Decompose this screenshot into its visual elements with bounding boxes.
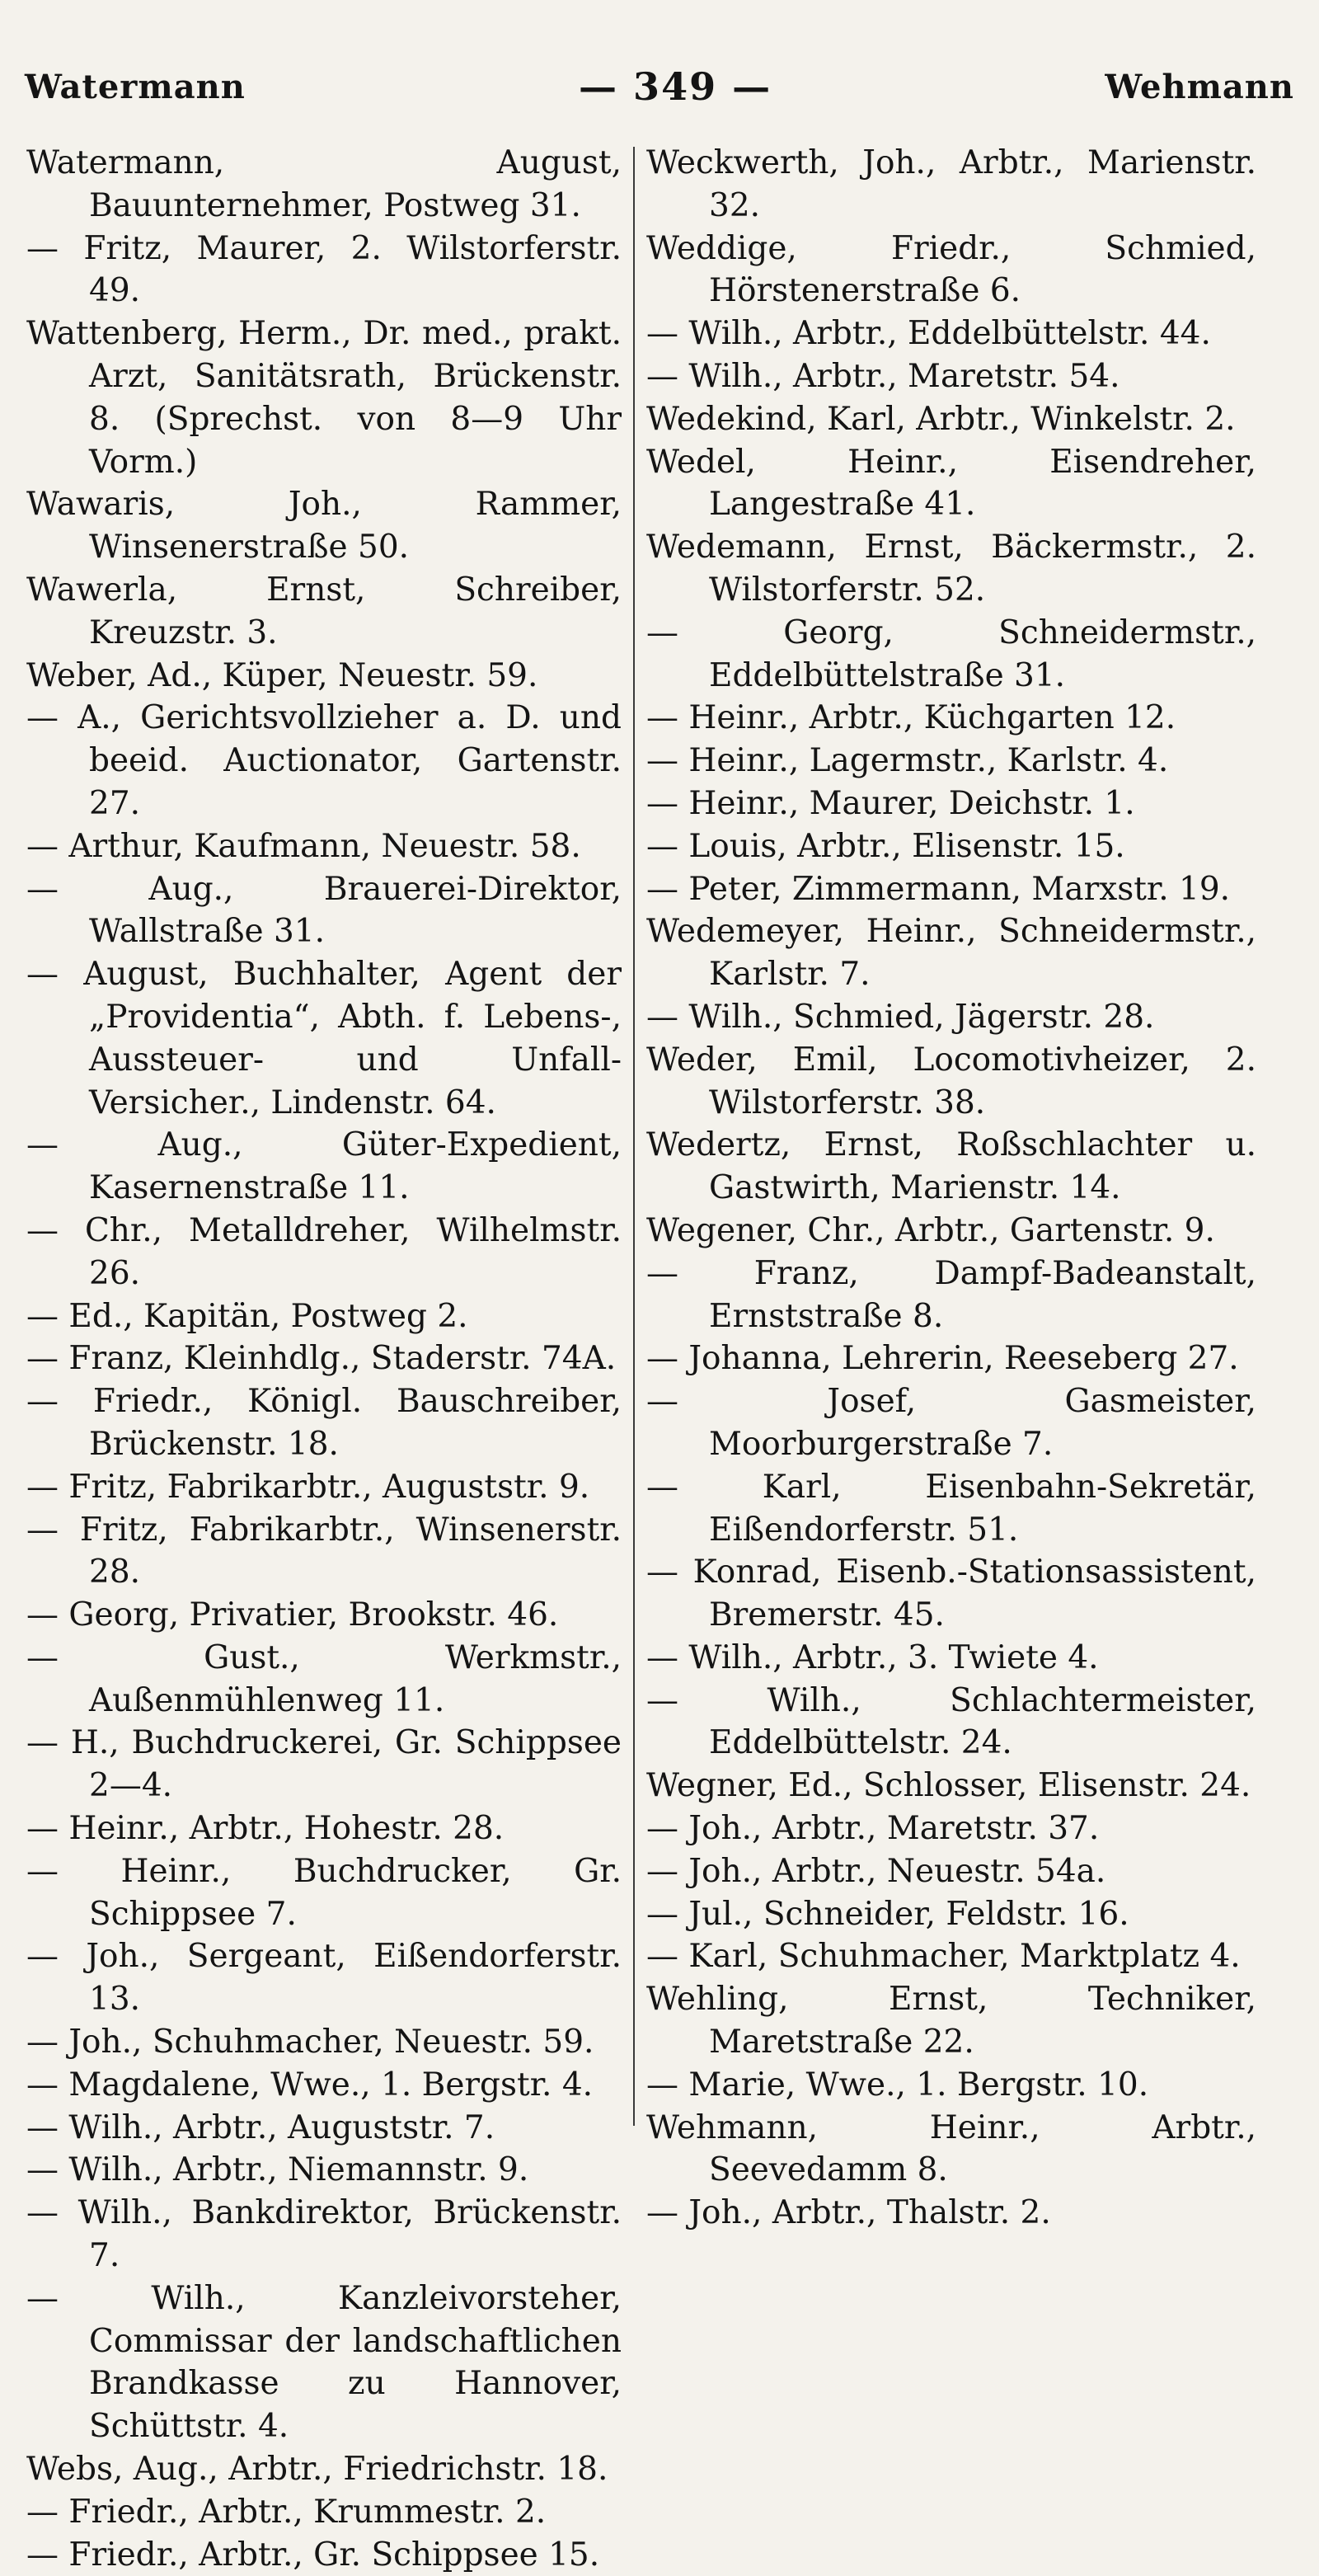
directory-entry: — August, Buchhalter, Agent der „Providentia“, Abth. f. Lebens-, Aussteuer- und Unfall-Versicher., Lindenstr. 64.	[26, 956, 622, 1121]
directory-entry: — Heinr., Buchdrucker, Gr. Schippsee 7.	[26, 1852, 622, 1933]
directory-entry: Wedel, Heinr., Eisendreher, Langestraße 41.	[646, 443, 1256, 524]
directory-entry: — Georg, Schneidermstr., Eddelbüttelstraße 31.	[646, 613, 1256, 694]
left-column	[26, 142, 622, 2576]
directory-entry: — Wilh., Arbtr., Auguststr. 7.	[26, 2108, 495, 2146]
directory-entry: — H., Buchdruckerei, Gr. Schippsee 2—4.	[26, 1724, 622, 1805]
directory-entry: — Joh., Arbtr., Maretstr. 37.	[646, 1810, 1100, 1848]
directory-entry: — Wilh., Arbtr., Eddelbüttelstr. 44.	[646, 315, 1211, 353]
directory-entry: — Fritz, Maurer, 2. Wilstorferstr. 49.	[26, 229, 622, 310]
directory-entry: — Karl, Schuhmacher, Marktplatz 4.	[646, 1938, 1241, 1976]
directory-entry: — Wilh., Arbtr., Maretstr. 54.	[646, 357, 1120, 395]
directory-entry: — Joh., Schuhmacher, Neuestr. 59.	[26, 2024, 594, 2061]
directory-entry: — Friedr., Arbtr., Gr. Schippsee 15.	[26, 2536, 600, 2574]
directory-entry: Webs, Aug., Arbtr., Friedrichstr. 18.	[26, 2451, 608, 2489]
page-number: — 349 —	[579, 64, 772, 109]
directory-entry: Wedertz, Ernst, Roßschlachter u. Gastwirth, Marienstr. 14.	[646, 1126, 1256, 1207]
directory-entry: — Franz, Dampf-Badeanstalt, Ernststraße 8.	[646, 1254, 1256, 1335]
directory-entry: — Louis, Arbtr., Elisenstr. 15.	[646, 827, 1125, 865]
directory-entry: Weddige, Friedr., Schmied, Hörstenerstraße 6.	[646, 229, 1256, 310]
directory-entry: — Wilh., Bankdirektor, Brückenstr. 7.	[26, 2194, 622, 2275]
directory-entry: — Heinr., Lagermstr., Karlstr. 4.	[646, 742, 1169, 780]
directory-entry: — Josef, Gasmeister, Moorburgerstraße 7.	[646, 1383, 1256, 1463]
column-divider	[633, 147, 635, 2126]
directory-entry: — Aug., Brauerei-Direktor, Wallstraße 31.	[26, 870, 622, 951]
directory-entry: Wawaris, Joh., Rammer, Winsenerstraße 50.	[26, 486, 622, 566]
directory-entry: Weder, Emil, Locomotivheizer, 2. Wilstorferstr. 38.	[646, 1041, 1256, 1121]
directory-entry: — Marie, Wwe., 1. Bergstr. 10.	[646, 2066, 1149, 2104]
directory-entry: — Friedr., Königl. Bauschreiber, Brückenstr. 18.	[26, 1383, 622, 1463]
directory-entry: — Heinr., Arbtr., Hohestr. 28.	[26, 1810, 505, 1848]
directory-entry: Wedekind, Karl, Arbtr., Winkelstr. 2.	[646, 400, 1236, 438]
directory-entry: Wedemann, Ernst, Bäckermstr., 2. Wilstorferstr. 52.	[646, 529, 1256, 609]
directory-entry: — Chr., Metalldreher, Wilhelmstr. 26.	[26, 1211, 622, 1292]
directory-entry: Watermann, August, Bauunternehmer, Postweg 31.	[26, 144, 622, 224]
right-running-head: Wehmann	[1105, 67, 1294, 106]
left-running-head: Watermann	[25, 67, 246, 106]
directory-entry: — Magdalene, Wwe., 1. Bergstr. 4.	[26, 2066, 594, 2104]
directory-entry: Wehling, Ernst, Techniker, Maretstraße 22.	[646, 1981, 1256, 2061]
directory-entry: — Friedr., Arbtr., Krummestr. 2.	[26, 2493, 547, 2531]
directory-entry: — Heinr., Maurer, Deichstr. 1.	[646, 784, 1135, 822]
directory-entry: — Joh., Arbtr., Thalstr. 2.	[646, 2194, 1051, 2232]
directory-entry: Wegener, Chr., Arbtr., Gartenstr. 9.	[646, 1211, 1215, 1249]
directory-entry: — Peter, Zimmermann, Marxstr. 19.	[646, 870, 1231, 908]
directory-entry: — Wilh., Arbtr., Niemannstr. 9.	[26, 2151, 529, 2189]
directory-entry: — Arthur, Kaufmann, Neuestr. 58.	[26, 827, 581, 865]
directory-entry: — Ed., Kapitän, Postweg 2.	[26, 1297, 468, 1335]
directory-entry: Wegner, Ed., Schlosser, Elisenstr. 24.	[646, 1767, 1251, 1805]
directory-entry: — Wilh., Schmied, Jägerstr. 28.	[646, 998, 1155, 1036]
directory-entry: — Jul., Schneider, Feldstr. 16.	[646, 1895, 1129, 1933]
directory-entry: Wehmann, Heinr., Arbtr., Seevedamm 8.	[646, 2108, 1256, 2189]
directory-entry: Wattenberg, Herm., Dr. med., prakt. Arzt, Sanitätsrath, Brückenstr. 8. (Sprechst. von 8—9 Uhr Vorm.)	[26, 315, 622, 481]
directory-entry: — Franz, Kleinhdlg., Staderstr. 74A.	[26, 1340, 617, 1378]
directory-entry: Weckwerth, Joh., Arbtr., Marienstr. 32.	[646, 144, 1256, 224]
directory-entry: Wawerla, Ernst, Schreiber, Kreuzstr. 3.	[26, 571, 622, 651]
directory-entry: — Karl, Eisenbahn-Sekretär, Eißendorferstr. 51.	[646, 1468, 1256, 1549]
directory-entry: — Heinr., Arbtr., Küchgarten 12.	[646, 699, 1176, 737]
directory-entry: — Wilh., Kanzleivorsteher, Commissar der landschaftlichen Brandkasse zu Hannover, Schüttstr. 4.	[26, 2279, 622, 2446]
directory-entry: — Georg, Privatier, Brookstr. 46.	[26, 1596, 559, 1634]
directory-entry: — Joh., Sergeant, Eißendorferstr. 13.	[26, 1938, 622, 2019]
right-column	[646, 142, 1256, 2235]
directory-entry: — Aug., Güter-Expedient, Kasernenstraße 11.	[26, 1126, 622, 1207]
directory-entry: — Wilh., Arbtr., 3. Twiete 4.	[646, 1638, 1099, 1676]
page-header	[25, 58, 1294, 115]
directory-entry: — Joh., Arbtr., Neuestr. 54a.	[646, 1852, 1106, 1890]
directory-entry: — Gust., Werkmstr., Außenmühlenweg 11.	[26, 1638, 622, 1719]
directory-entry: — Fritz, Fabrikarbtr., Winsenerstr. 28.	[26, 1511, 622, 1591]
directory-entry: Weber, Ad., Küper, Neuestr. 59.	[26, 656, 538, 694]
directory-entry: — Wilh., Schlachtermeister, Eddelbüttelstr. 24.	[646, 1681, 1256, 1762]
directory-entry: — Johanna, Lehrerin, Reeseberg 27.	[646, 1340, 1239, 1378]
directory-entry: — A., Gerichtsvollzieher a. D. und beeid. Auctionator, Gartenstr. 27.	[26, 699, 622, 822]
directory-entry: — Konrad, Eisenb.-Stationsassistent, Bremerstr. 45.	[646, 1554, 1256, 1634]
directory-entry: Wedemeyer, Heinr., Schneidermstr., Karlstr. 7.	[646, 913, 1256, 994]
directory-entry: — Fritz, Fabrikarbtr., Auguststr. 9.	[26, 1468, 590, 1506]
